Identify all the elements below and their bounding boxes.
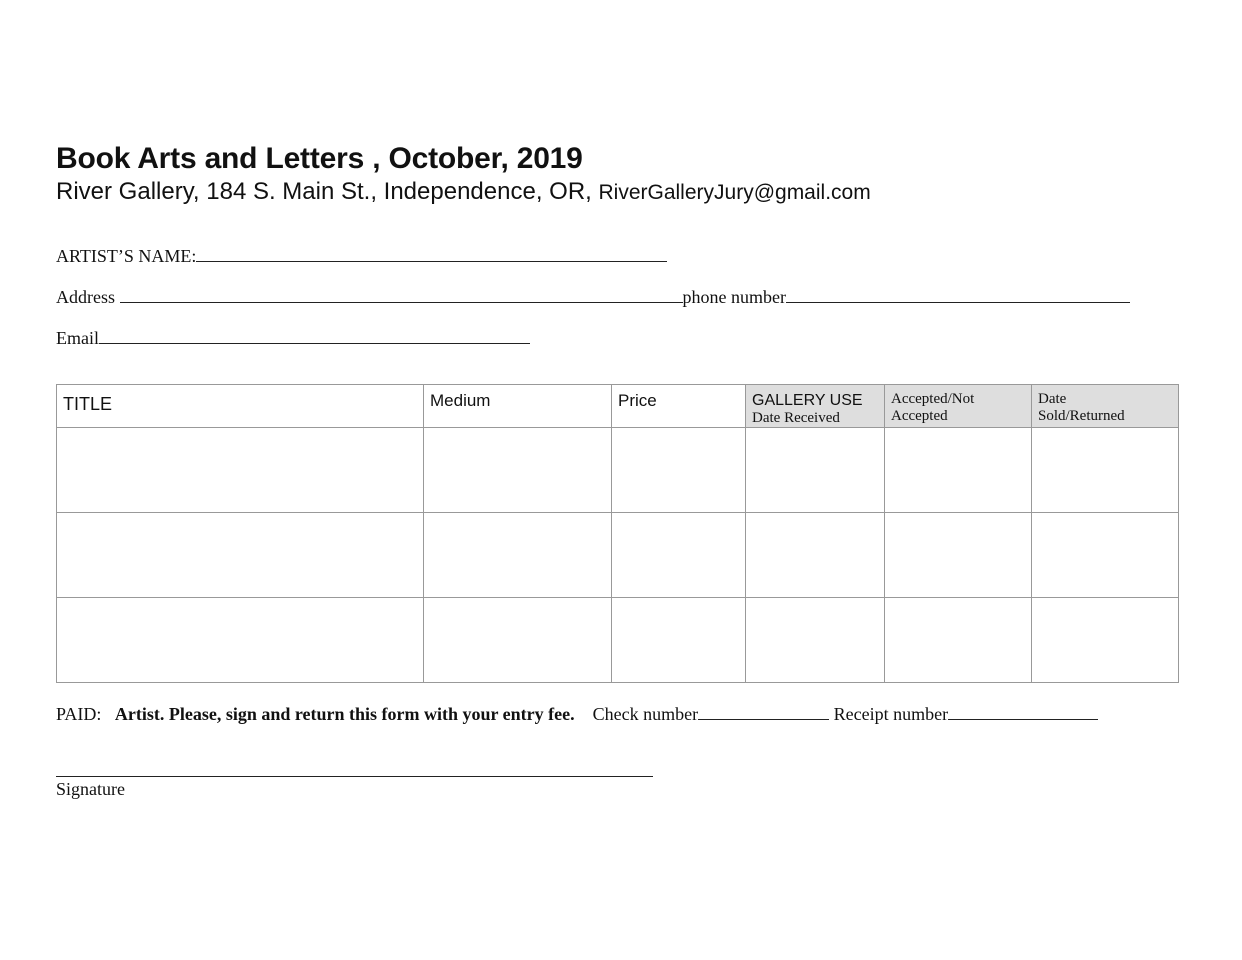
cell-medium[interactable] (424, 513, 612, 598)
artist-name-field[interactable] (196, 245, 667, 262)
address-row (56, 286, 1130, 308)
signature-field[interactable] (56, 776, 653, 777)
phone-label: phone number (682, 287, 786, 307)
cell-title[interactable] (57, 598, 424, 683)
payment-row (56, 703, 1098, 725)
instruction-text: Artist. Please, sign and return this form with your entry fee. (114, 704, 575, 724)
phone-field[interactable] (786, 286, 1130, 303)
signature-label: Signature (56, 779, 125, 799)
cell-date-received[interactable] (746, 513, 885, 598)
col-accepted: Accepted/Not Accepted (885, 385, 1032, 428)
form-title: Book Arts and Letters , October, 2019 (56, 142, 583, 175)
col-medium: Medium (424, 385, 612, 428)
col-gallery-use (746, 385, 885, 428)
receipt-number-field[interactable] (948, 703, 1098, 720)
cell-medium[interactable] (424, 428, 612, 513)
email-row (56, 327, 530, 349)
cell-accepted[interactable] (885, 428, 1032, 513)
receipt-number-label: Receipt number (833, 704, 949, 724)
cell-date-sold[interactable] (1032, 428, 1179, 513)
cell-accepted[interactable] (885, 598, 1032, 683)
col-date-sold: Date Sold/Returned (1032, 385, 1179, 428)
address-field[interactable] (120, 286, 683, 303)
table-row (57, 428, 1179, 513)
col-title: TITLE (57, 385, 424, 428)
cell-price[interactable] (612, 428, 746, 513)
venue-address: River Gallery, 184 S. Main St., Independence, OR, (56, 178, 592, 205)
gallery-use-label: GALLERY USE (752, 392, 863, 409)
col-price: Price (612, 385, 746, 428)
table-header-row (57, 385, 1179, 428)
cell-accepted[interactable] (885, 513, 1032, 598)
cell-date-sold[interactable] (1032, 598, 1179, 683)
cell-date-sold[interactable] (1032, 513, 1179, 598)
email-label: Email (56, 328, 99, 348)
cell-date-received[interactable] (746, 428, 885, 513)
artist-name-row (56, 245, 667, 267)
table-row (57, 598, 1179, 683)
venue-line (56, 178, 871, 206)
date-received-label: Date Received (752, 410, 840, 426)
cell-medium[interactable] (424, 598, 612, 683)
cell-date-received[interactable] (746, 598, 885, 683)
cell-price[interactable] (612, 598, 746, 683)
entry-table (56, 384, 1179, 683)
table-row (57, 513, 1179, 598)
address-label: Address (56, 287, 115, 307)
artist-name-label: ARTIST’S NAME: (56, 246, 197, 266)
check-number-label: Check number (592, 704, 699, 724)
jury-email: RiverGalleryJury@gmail.com (598, 181, 871, 204)
cell-price[interactable] (612, 513, 746, 598)
cell-title[interactable] (57, 513, 424, 598)
cell-title[interactable] (57, 428, 424, 513)
email-field[interactable] (99, 327, 530, 344)
paid-label: PAID: (56, 704, 102, 724)
check-number-field[interactable] (698, 703, 829, 720)
